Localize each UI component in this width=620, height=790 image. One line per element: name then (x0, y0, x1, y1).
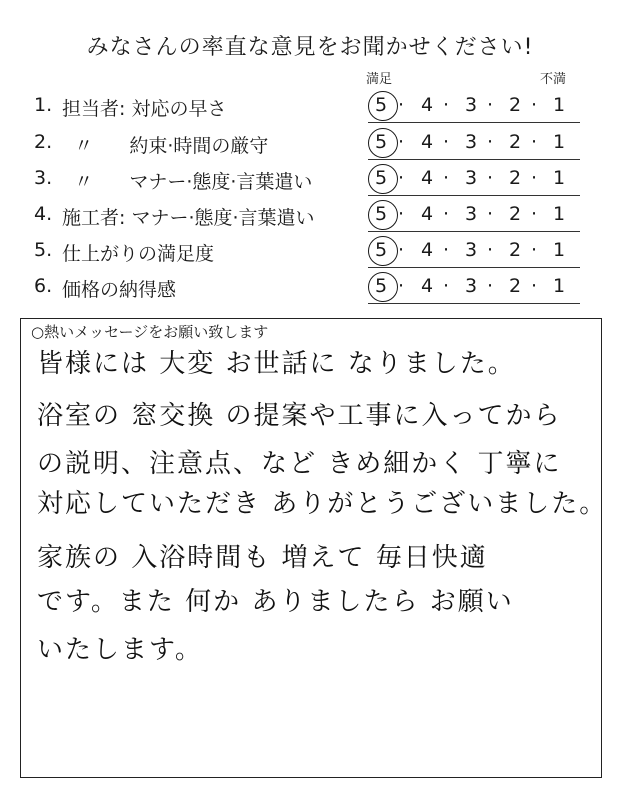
survey-title: みなさんの率直な意見をお聞かせください! (86, 35, 534, 60)
question-label: 価格の納得感 (62, 279, 177, 301)
question-label: 施工者: マナー·態度·言葉遣い (62, 207, 315, 229)
rating-option-5[interactable]: 5 (372, 239, 390, 261)
message-line: いたします。 (37, 635, 203, 665)
rating-option-2[interactable]: 2 (508, 275, 522, 297)
question-number: 3. (34, 167, 53, 189)
rating-underline (368, 159, 580, 160)
rating-option-3[interactable]: 3 (464, 131, 478, 153)
rating-option-5[interactable]: 5 (372, 94, 390, 116)
rating-separator: · (486, 275, 494, 297)
rating-option-3[interactable]: 3 (464, 94, 478, 116)
question-number: 1. (34, 94, 53, 116)
message-box-title: ○熱いメッセージをお願い致します (31, 323, 269, 341)
message-line: 対応していただき ありがとうございました。 (37, 489, 608, 519)
message-box (20, 318, 608, 778)
question-number: 5. (34, 239, 53, 261)
rating-option-2[interactable]: 2 (508, 167, 522, 189)
rating-option-1[interactable]: 1 (552, 167, 566, 189)
rating-separator: · (486, 94, 494, 116)
question-label: 仕上がりの満足度 (62, 243, 215, 265)
selected-circle (368, 200, 398, 230)
selected-circle (368, 91, 398, 121)
selected-circle (368, 128, 398, 158)
rating-option-4[interactable]: 4 (420, 275, 434, 297)
selected-circle (368, 236, 398, 266)
rating-separator: · (530, 203, 538, 225)
rating-scale (368, 165, 578, 195)
rating-option-5[interactable]: 5 (372, 167, 390, 189)
rating-separator: · (486, 239, 494, 261)
rating-separator: · (442, 167, 450, 189)
message-line: 家族の 入浴時間も 増えて 毎日快適 (37, 543, 488, 573)
rating-separator: · (442, 239, 450, 261)
rating-scale (368, 273, 578, 303)
rating-option-3[interactable]: 3 (464, 203, 478, 225)
question-row (0, 90, 620, 120)
rating-option-3[interactable]: 3 (464, 239, 478, 261)
rating-separator: · (397, 275, 405, 297)
rating-option-2[interactable]: 2 (508, 131, 522, 153)
rating-separator: · (397, 94, 405, 116)
question-label: 〃 約束·時間の厳守 (62, 135, 269, 157)
rating-scale (368, 92, 578, 122)
rating-separator: · (530, 131, 538, 153)
question-row (0, 271, 620, 301)
rating-separator: · (442, 275, 450, 297)
rating-option-5[interactable]: 5 (372, 131, 390, 153)
rating-underline (368, 303, 580, 304)
question-row (0, 235, 620, 265)
rating-option-2[interactable]: 2 (508, 94, 522, 116)
rating-underline (368, 267, 580, 268)
rating-option-4[interactable]: 4 (420, 203, 434, 225)
question-number: 4. (34, 203, 53, 225)
rating-separator: · (530, 167, 538, 189)
rating-separator: · (486, 131, 494, 153)
rating-separator: · (530, 239, 538, 261)
rating-separator: · (442, 94, 450, 116)
question-number: 6. (34, 275, 53, 297)
rating-underline (368, 122, 580, 123)
rating-option-5[interactable]: 5 (372, 203, 390, 225)
rating-option-3[interactable]: 3 (464, 275, 478, 297)
rating-separator: · (442, 203, 450, 225)
question-label: 担当者: 対応の早さ (62, 98, 227, 120)
rating-option-4[interactable]: 4 (420, 131, 434, 153)
rating-option-1[interactable]: 1 (552, 275, 566, 297)
rating-separator: · (397, 167, 405, 189)
rating-option-5[interactable]: 5 (372, 275, 390, 297)
rating-option-4[interactable]: 4 (420, 94, 434, 116)
rating-option-3[interactable]: 3 (464, 167, 478, 189)
rating-separator: · (397, 203, 405, 225)
rating-separator: · (530, 275, 538, 297)
rating-scale (368, 129, 578, 159)
message-line: 浴室の 窓交換 の提案や工事に入ってから (37, 401, 562, 431)
rating-option-1[interactable]: 1 (552, 94, 566, 116)
rating-underline (368, 231, 580, 232)
rating-separator: · (397, 131, 405, 153)
question-label: 〃 マナー·態度·言葉遣い (62, 171, 313, 193)
message-line: 皆様には 大変 お世話に なりました。 (37, 349, 516, 379)
scale-low-label: 不満 (540, 72, 567, 87)
rating-option-2[interactable]: 2 (508, 239, 522, 261)
rating-separator: · (442, 131, 450, 153)
rating-option-1[interactable]: 1 (552, 239, 566, 261)
rating-option-1[interactable]: 1 (552, 131, 566, 153)
rating-separator: · (530, 94, 538, 116)
question-row (0, 199, 620, 229)
selected-circle (368, 272, 398, 302)
question-number: 2. (34, 131, 53, 153)
selected-circle (368, 164, 398, 194)
rating-option-2[interactable]: 2 (508, 203, 522, 225)
rating-option-1[interactable]: 1 (552, 203, 566, 225)
question-row (0, 163, 620, 193)
rating-separator: · (397, 239, 405, 261)
question-row (0, 127, 620, 157)
rating-underline (368, 195, 580, 196)
rating-option-4[interactable]: 4 (420, 167, 434, 189)
rating-scale (368, 201, 578, 231)
message-line: の説明、注意点、など きめ細かく 丁寧に (37, 449, 562, 479)
rating-separator: · (486, 167, 494, 189)
scale-high-label: 満足 (366, 72, 393, 87)
message-line: です。また 何か ありましたら お願い (37, 587, 514, 617)
rating-separator: · (486, 203, 494, 225)
rating-option-4[interactable]: 4 (420, 239, 434, 261)
rating-scale (368, 237, 578, 267)
